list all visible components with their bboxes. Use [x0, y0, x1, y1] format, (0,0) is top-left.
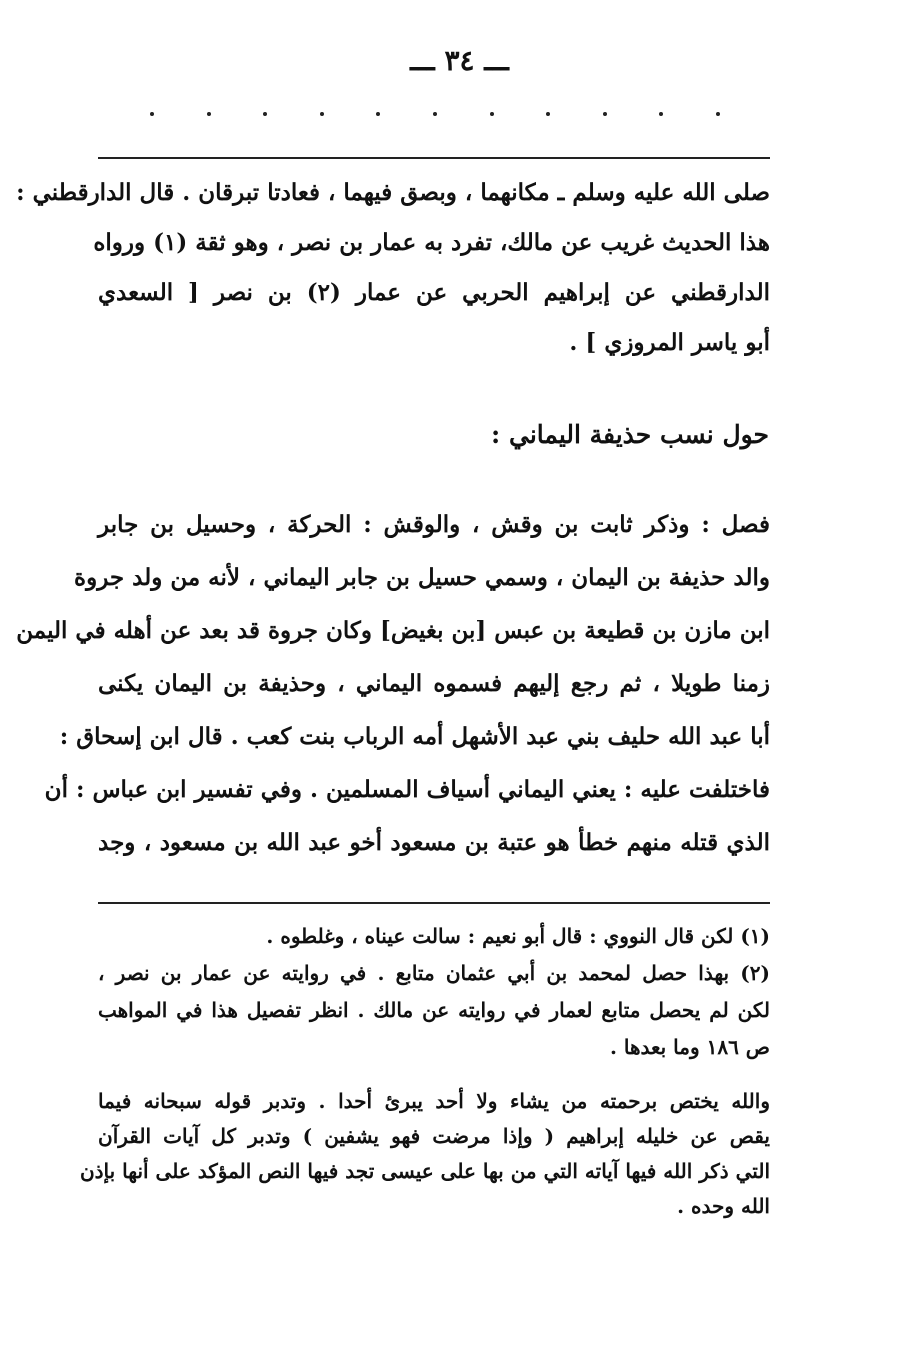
text-line: والد حذيفة بن اليمان ، وسمي حسيل بن جابر اليماني ، لأنه من ولد جروة	[74, 564, 770, 591]
ornament-dot	[433, 112, 437, 116]
ornament-dot	[263, 112, 267, 116]
footnote-line: (١) لكن قال النووي : قال أبو نعيم : سالت عيناه ، وغلطوه .	[266, 924, 770, 948]
ornament-dot	[320, 112, 324, 116]
text-line: فاختلفت عليه : يعني اليماني أسياف المسلمين . وفي تفسير ابن عباس : أن	[44, 776, 770, 803]
footnote-divider	[98, 902, 770, 904]
ornament-dot	[207, 112, 211, 116]
text-line: فصل : وذكر ثابت بن وقش ، والوقش : الحركة ، وحسيل بن جابر	[98, 511, 770, 538]
text-line: هذا الحديث غريب عن مالك، تفرد به عمار بن نصر ، وهو ثقة (١) ورواه	[93, 229, 770, 256]
text-line: الذي قتله منهم خطأ هو عتبة بن مسعود أخو عبد الله بن مسعود ، وجد	[98, 829, 770, 856]
footnote-line: (٢) بهذا حصل لمحمد بن أبي عثمان متابع . في روايته عن عمار بن نصر ،	[98, 961, 770, 985]
page-number: ـــ ٣٤ ـــ	[410, 44, 509, 77]
section-paragraph	[16, 498, 770, 869]
main-paragraph	[16, 168, 770, 368]
closing-line: والله يختص برحمته من يشاء ولا أحد يبرئ أحدا . وتدبر قوله سبحانه فيما	[98, 1089, 770, 1113]
ornament-dot	[603, 112, 607, 116]
closing-line: الله وحده .	[677, 1194, 770, 1218]
closing-note	[79, 1084, 770, 1224]
footnotes	[98, 918, 770, 1066]
text-line: زمنا طويلا ، ثم رجع إليهم فسموه اليماني ، وحذيفة بن اليمان يكنى	[98, 670, 770, 697]
text-line: أبو ياسر المروزي ] .	[569, 329, 770, 356]
section-heading: حول نسب حذيفة اليماني :	[491, 420, 769, 449]
text-line: الدارقطني عن إبراهيم الحربي عن عمار (٢) بن نصر [ السعدي	[98, 279, 770, 306]
ornament-dots	[150, 112, 720, 116]
ornament-dot	[659, 112, 663, 116]
footnote-line: ص ١٨٦ وما بعدها .	[609, 1035, 770, 1059]
ornament-dot	[546, 112, 550, 116]
closing-line: يقص عن خليله إبراهيم ( وإذا مرضت فهو يشفين ) وتدبر كل آيات القرآن	[98, 1124, 770, 1148]
text-line: صلى الله عليه وسلم ـ مكانهما ، وبصق فيهما ، فعادتا تبرقان . قال الدارقطني :	[16, 179, 770, 206]
text-line: أبا عبد الله حليف بني عبد الأشهل أمه الرباب بنت كعب . قال ابن إسحاق :	[59, 723, 770, 750]
closing-line: التي ذكر الله فيها آياته التي من بها على عيسى تجد فيها النص المؤكد على أنها بإذن	[79, 1159, 770, 1183]
footnote-line: لكن لم يحصل متابع لعمار في روايته عن مالك . انظر تفصيل هذا في المواهب	[98, 998, 770, 1022]
top-divider	[98, 157, 770, 159]
text-line: ابن مازن بن قطيعة بن عبس [بن بغيض] وكان جروة قد بعد عن أهله في اليمن	[16, 617, 770, 644]
ornament-dot	[376, 112, 380, 116]
ornament-dot	[716, 112, 720, 116]
ornament-dot	[490, 112, 494, 116]
ornament-dot	[150, 112, 154, 116]
